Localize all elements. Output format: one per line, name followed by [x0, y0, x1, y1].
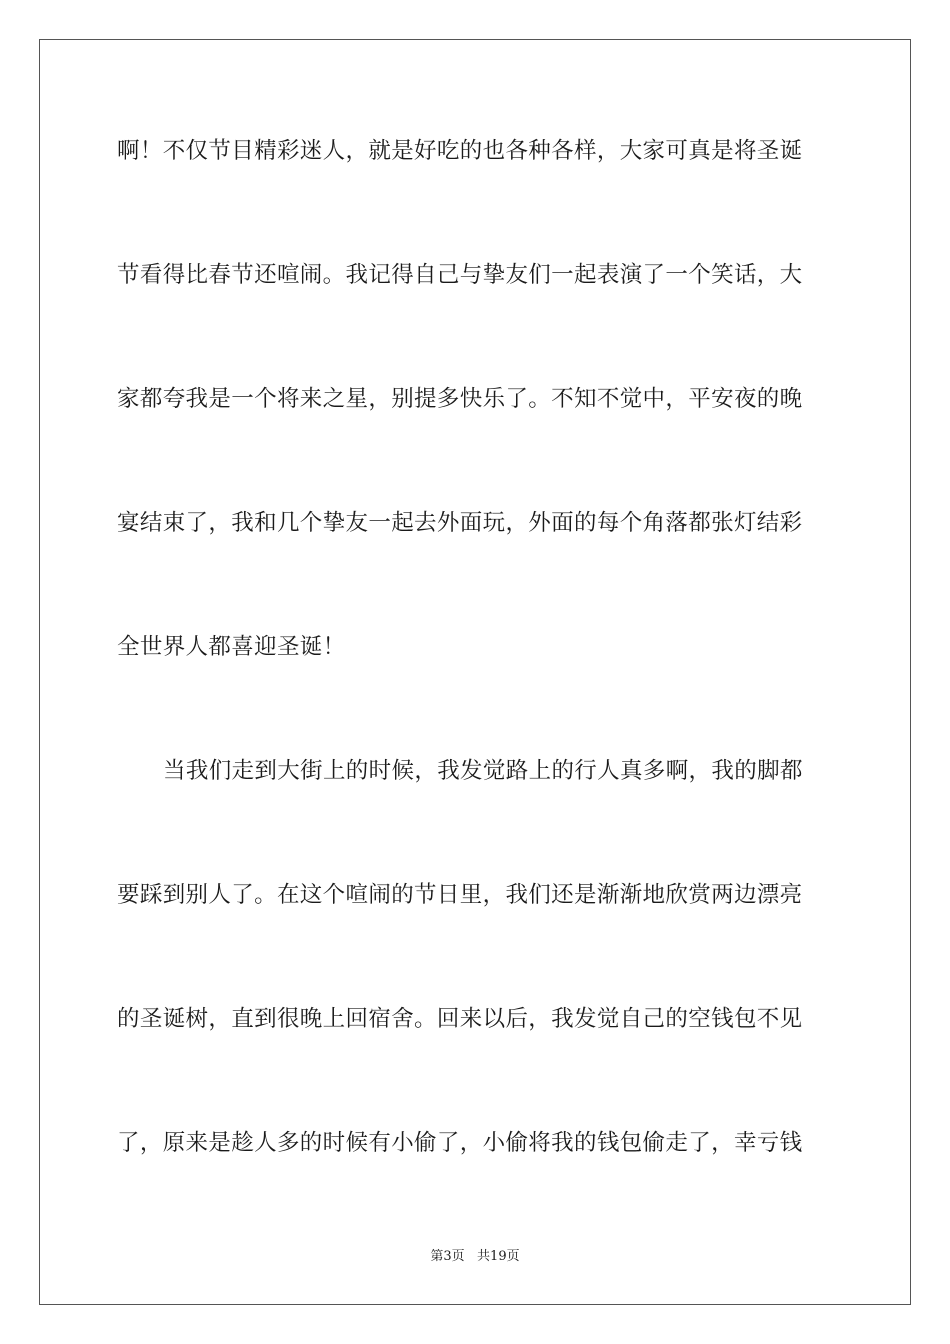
page-border — [39, 39, 911, 1305]
text-line-9: 了，原来是趁人多的时候有小偷了，小偷将我的钱包偷走了，幸亏钱 — [117, 1130, 803, 1156]
text-line-6-paragraph-start: 当我们走到大街上的时候，我发觉路上的行人真多啊，我的脚都 — [163, 758, 803, 784]
text-line-8: 的圣诞树，直到很晚上回宿舍。回来以后，我发觉自己的空钱包不见 — [117, 1006, 803, 1032]
text-line-1: 啊！不仅节目精彩迷人，就是好吃的也各种各样，大家可真是将圣诞 — [117, 138, 803, 164]
text-line-4: 宴结束了，我和几个挚友一起去外面玩，外面的每个角落都张灯结彩 — [117, 510, 803, 536]
text-line-2: 节看得比春节还喧闹。我记得自己与挚友们一起表演了一个笑话，大 — [117, 262, 803, 288]
text-line-3: 家都夸我是一个将来之星，别提多快乐了。不知不觉中，平安夜的晚 — [117, 386, 803, 412]
text-line-5: 全世界人都喜迎圣诞！ — [117, 634, 346, 660]
text-line-7: 要踩到别人了。在这个喧闹的节日里，我们还是渐渐地欣赏两边漂亮 — [117, 882, 803, 908]
page-number-footer: 第3页 共19页 — [430, 1249, 520, 1264]
